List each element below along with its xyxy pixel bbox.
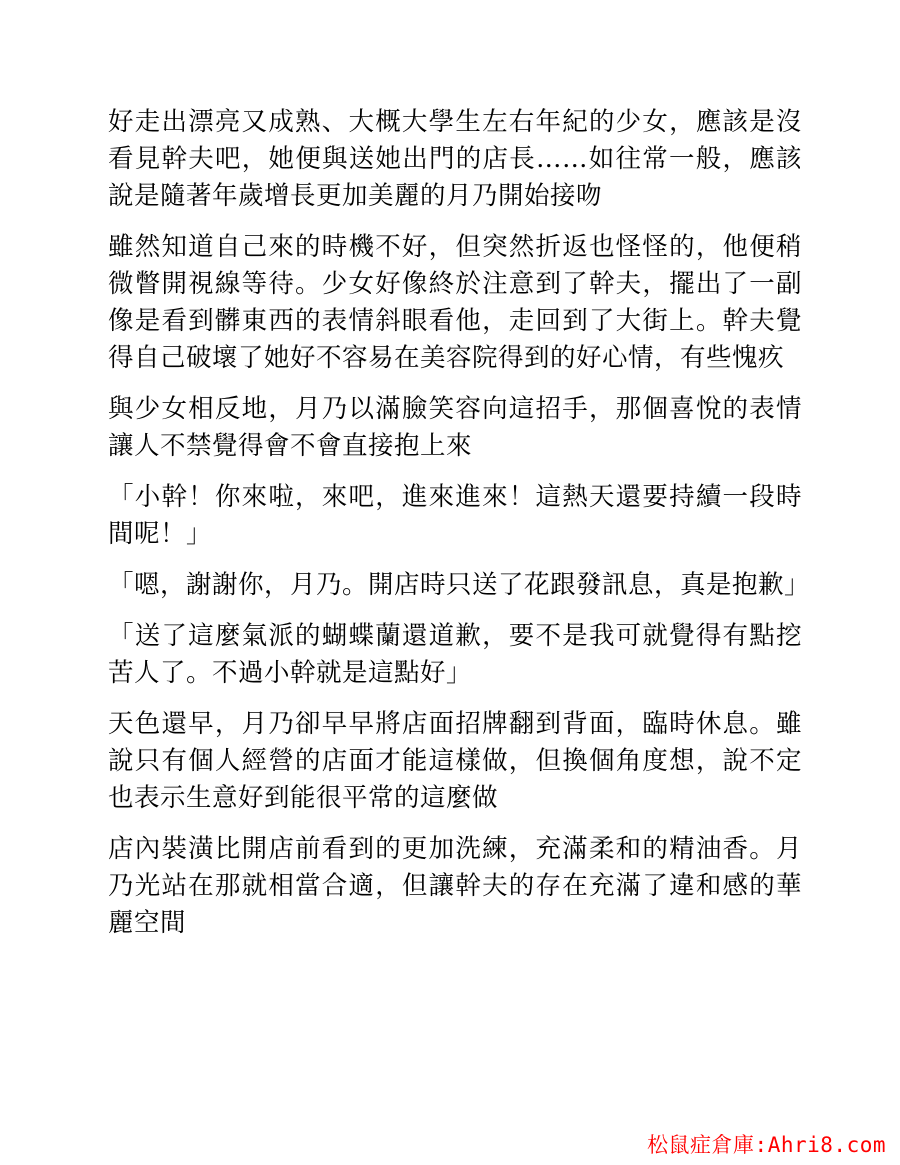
paragraph: 「小幹！你來啦，來吧，進來進來！這熱天還要持續一段時間呢！」 bbox=[108, 482, 802, 549]
document-body bbox=[108, 104, 811, 956]
paragraph: 雖然知道自己來的時機不好，但突然折返也怪怪的，他便稍微瞥開視線等待。少女好像終於注意到了幹夫，擺出了一副像是看到髒東西的表情斜眼看他，走回到了大街上。幹夫覺得自己破壞了她好不容易在美容院得到的好心情，有些愧疚 bbox=[108, 232, 802, 373]
watermark: 松鼠症倉庫:Ahri8.com bbox=[647, 1133, 886, 1157]
paragraph: 好走出漂亮又成熟、大概大學生左右年紀的少女，應該是沒看見幹夫吧，她便與送她出門的店長……如往常一般，應該說是隨著年歲增長更加美麗的月乃開始接吻 bbox=[108, 107, 802, 211]
paragraph: 店內裝潢比開店前看到的更加洗練，充滿柔和的精油香。月乃光站在那就相當合適，但讓幹夫的存在充滿了違和感的華麗空間 bbox=[108, 834, 802, 938]
paragraph: 「送了這麼氣派的蝴蝶蘭還道歉，要不是我可就覺得有點挖苦人了。不過小幹就是這點好」 bbox=[108, 621, 802, 688]
paragraph: 「嗯，謝謝你，月乃。開店時只送了花跟發訊息，真是抱歉」 bbox=[108, 570, 811, 600]
paragraph: 天色還早，月乃卻早早將店面招牌翻到背面，臨時休息。雖說只有個人經營的店面才能這樣做，但換個角度想，說不定也表示生意好到能很平常的這麼做 bbox=[108, 709, 802, 813]
paragraph: 與少女相反地，月乃以滿臉笑容向這招手，那個喜悅的表情讓人不禁覺得會不會直接抱上來 bbox=[108, 394, 802, 461]
